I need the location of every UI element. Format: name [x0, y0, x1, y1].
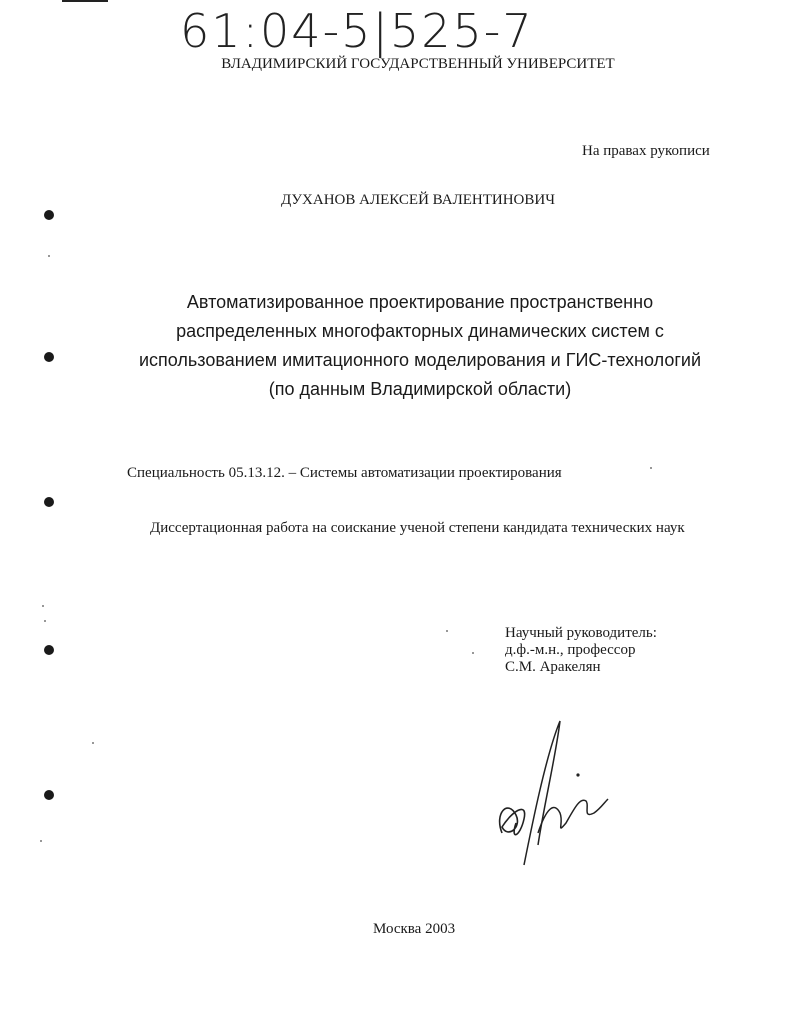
scan-speck	[42, 605, 44, 607]
scan-speck	[446, 630, 448, 632]
top-edge-mark	[62, 0, 108, 2]
scan-speck	[44, 620, 46, 622]
manuscript-rights-note: На правах рукописи	[582, 143, 710, 159]
scan-speck	[650, 467, 652, 469]
title-line: распределенных многофакторных динамических систем с	[176, 321, 664, 341]
punch-hole-mark	[44, 497, 54, 507]
scan-speck	[472, 652, 474, 654]
handwritten-signature	[490, 715, 610, 875]
punch-hole-mark	[44, 210, 54, 220]
title-line: Автоматизированное проектирование пространственно	[186, 292, 654, 312]
advisor-name: С.М. Аракелян	[505, 659, 601, 675]
title-line: использованием имитационного моделирования и ГИС-технологий	[138, 350, 702, 370]
scientific-advisor-block	[505, 625, 657, 676]
scan-speck	[40, 840, 42, 842]
city-and-year: Москва 2003	[373, 921, 456, 937]
dissertation-title	[100, 288, 740, 404]
title-line: (по данным Владимирской области)	[268, 379, 572, 399]
punch-hole-mark	[44, 352, 54, 362]
university-name: ВЛАДИМИРСКИЙ ГОСУДАРСТВЕННЫЙ УНИВЕРСИТЕТ	[221, 56, 615, 72]
scan-speck	[48, 255, 50, 257]
advisor-label: Научный руководитель:	[505, 625, 657, 641]
specialty-line: Специальность 05.13.12. – Системы автоматизации проектирования	[127, 465, 562, 481]
author-name: ДУХАНОВ АЛЕКСЕЙ ВАЛЕНТИНОВИЧ	[281, 192, 555, 208]
dissertation-degree-line: Диссертационная работа на соискание ученой степени кандидата технических наук	[150, 520, 685, 536]
punch-hole-mark	[44, 790, 54, 800]
advisor-degree: д.ф.-м.н., профессор	[505, 642, 636, 658]
scan-speck	[92, 742, 94, 744]
punch-hole-mark	[44, 645, 54, 655]
handwritten-archive-code: 61:04-5|525-7	[180, 4, 534, 58]
